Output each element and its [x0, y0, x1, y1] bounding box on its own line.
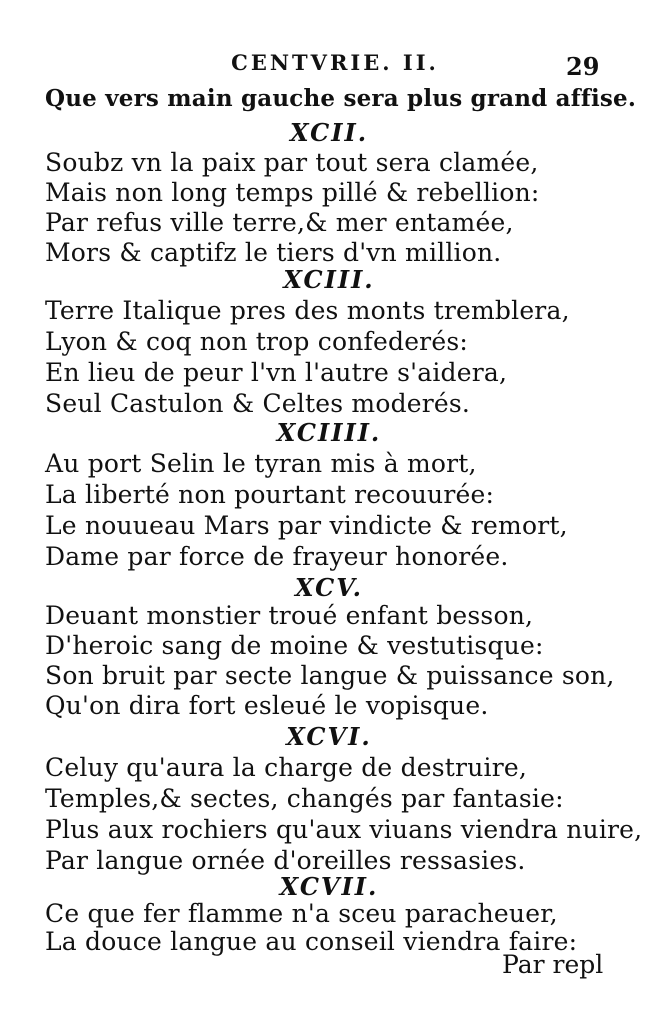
verse-line: Qu'on dira fort esleué le vopisque. — [45, 691, 489, 720]
verse-line: Par refus ville terre,& mer entamée, — [45, 208, 514, 237]
verse-line: Que vers main gauche sera plus grand affise. — [45, 85, 637, 112]
verse-line: Le nouueau Mars par vindicte & remort, — [45, 511, 568, 540]
verse-line: Mais non long temps pillé & rebellion: — [45, 178, 540, 207]
quatrain-number: XCV. — [294, 573, 364, 602]
verse-line: Lyon & coq non trop confederés: — [45, 327, 468, 356]
verse-line: Dame par force de frayeur honorée. — [45, 542, 509, 571]
quatrain-number: XCVII. — [279, 872, 379, 901]
verse-line: Par langue ornée d'oreilles ressasies. — [45, 846, 526, 875]
verse-line: En lieu de peur l'vn l'autre s'aidera, — [45, 358, 508, 387]
verse-line: Seul Castulon & Celtes moderés. — [45, 389, 471, 418]
page-number: 29 — [566, 52, 600, 81]
verse-line: Ce que fer flamme n'a sceu paracheuer, — [45, 899, 558, 928]
verse-line: Mors & captifz le tiers d'vn million. — [45, 238, 502, 267]
verse-line: Celuy qu'aura la charge de destruire, — [45, 753, 527, 782]
verse-line: Au port Selin le tyran mis à mort, — [45, 449, 477, 478]
quatrain-number: XCIII. — [283, 265, 375, 294]
running-title: CENTVRIE. II. — [231, 50, 439, 75]
quatrain-number: XCIIII. — [276, 418, 382, 447]
verse-line: D'heroic sang de moine & vestutisque: — [45, 631, 544, 660]
verse-line: Son bruit par secte langue & puissance son, — [45, 661, 615, 690]
verse-line: Terre Italique pres des monts tremblera, — [45, 296, 570, 325]
quatrain-number: XCVI. — [286, 722, 372, 751]
verse-line: Deuant monstier troué enfant besson, — [45, 601, 534, 630]
verse-line: La douce langue au conseil viendra faire: — [45, 927, 578, 956]
verse-line: Plus aux rochiers qu'aux viuans viendra nuire, — [45, 815, 643, 844]
quatrain-number: XCII. — [289, 118, 369, 147]
verse-line: La liberté non pourtant recouurée: — [45, 480, 495, 509]
verse-line: Soubz vn la paix par tout sera clamée, — [45, 148, 539, 177]
catchword: Par repl — [502, 950, 604, 979]
verse-line: Temples,& sectes, changés par fantasie: — [45, 784, 564, 813]
